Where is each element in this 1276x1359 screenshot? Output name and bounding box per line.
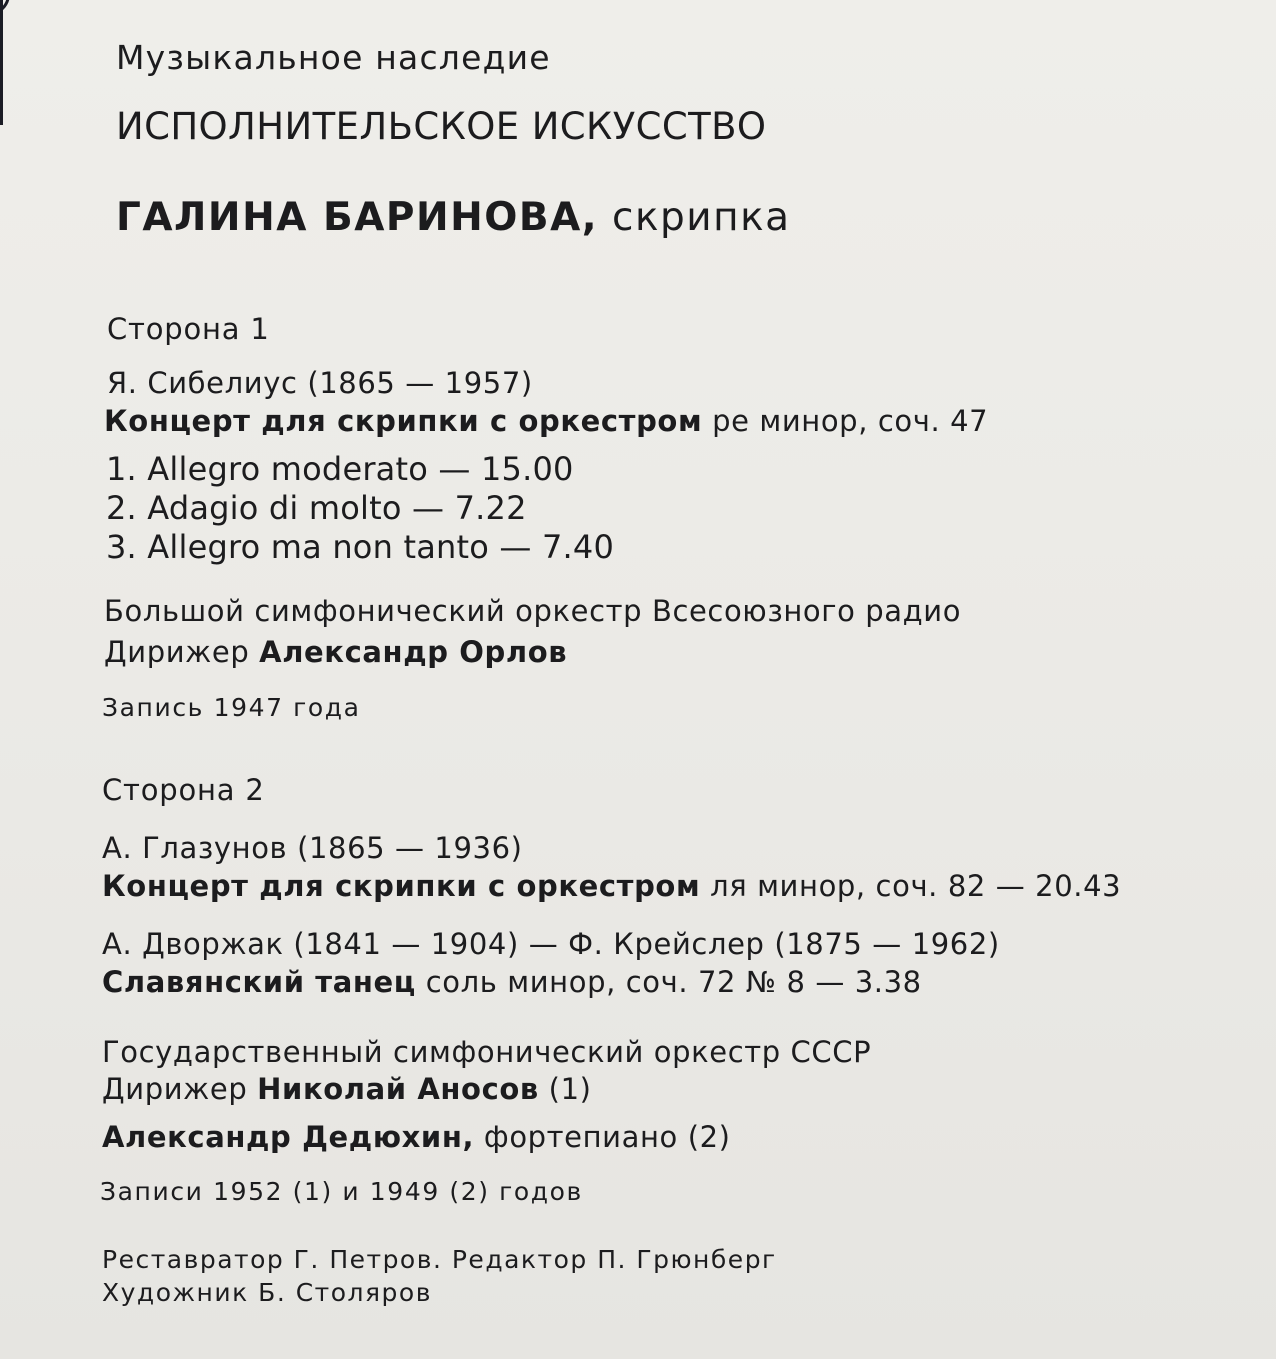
side1-conductor bbox=[104, 635, 567, 669]
side2-conductor-name: Николай Аносов bbox=[257, 1072, 539, 1106]
side2-recording: Записи 1952 (1) и 1949 (2) годов bbox=[100, 1177, 583, 1206]
side1-composer: Я. Сибелиус (1865 — 1957) bbox=[107, 366, 533, 400]
artist-line bbox=[116, 195, 791, 240]
side1-work bbox=[104, 404, 988, 438]
side2-title: Сторона 2 bbox=[102, 773, 265, 807]
side2-conductor-prefix: Дирижер bbox=[102, 1072, 258, 1106]
side2-conductor-suffix: (1) bbox=[538, 1072, 592, 1106]
side1-movement-3: 3. Allegro ma non tanto — 7.40 bbox=[106, 528, 614, 566]
side1-movement-1: 1. Allegro moderato — 15.00 bbox=[106, 450, 574, 488]
frame-border bbox=[0, 0, 3, 125]
side2-work-1-details: ля минор, соч. 82 — 20.43 bbox=[700, 869, 1122, 903]
side1-recording: Запись 1947 года bbox=[102, 693, 361, 722]
side2-composer-2: А. Дворжак (1841 — 1904) — Ф. Крейслер (1875 — 1962) bbox=[102, 927, 1000, 961]
side1-orchestra: Большой симфонический оркестр Всесоюзного радио bbox=[104, 594, 962, 628]
side2-pianist bbox=[102, 1120, 731, 1154]
artist-name: ГАЛИНА БАРИНОВА, bbox=[116, 195, 599, 240]
side2-conductor bbox=[102, 1072, 592, 1106]
artist-instrument: скрипка bbox=[598, 195, 791, 240]
side2-pianist-name: Александр Дедюхин, bbox=[102, 1120, 475, 1154]
side2-work-2-title: Славянский танец bbox=[102, 965, 416, 999]
series-title: Музыкальное наследие bbox=[116, 38, 551, 77]
side2-orchestra: Государственный симфонический оркестр СССР bbox=[102, 1035, 872, 1069]
credits-line-1: Реставратор Г. Петров. Редактор П. Грюнберг bbox=[102, 1245, 777, 1274]
side2-work-2-details: соль минор, соч. 72 № 8 — 3.38 bbox=[415, 965, 922, 999]
side2-work-1 bbox=[102, 869, 1121, 903]
subseries-title: ИСПОЛНИТЕЛЬСКОЕ ИСКУССТВО bbox=[116, 105, 767, 148]
side2-pianist-details: фортепиано (2) bbox=[474, 1120, 731, 1154]
side1-conductor-prefix: Дирижер bbox=[104, 635, 260, 669]
side1-work-title: Концерт для скрипки с оркестром bbox=[104, 404, 703, 438]
side2-work-1-title: Концерт для скрипки с оркестром bbox=[102, 869, 701, 903]
side2-composer-1: А. Глазунов (1865 — 1936) bbox=[102, 831, 523, 865]
side2-work-2 bbox=[102, 965, 922, 999]
side1-movement-2: 2. Adagio di molto — 7.22 bbox=[106, 489, 527, 527]
side1-title: Сторона 1 bbox=[107, 312, 270, 346]
side1-work-details: ре минор, соч. 47 bbox=[702, 404, 989, 438]
side1-conductor-name: Александр Орлов bbox=[259, 635, 568, 669]
credits-line-2: Художник Б. Столяров bbox=[102, 1278, 432, 1307]
